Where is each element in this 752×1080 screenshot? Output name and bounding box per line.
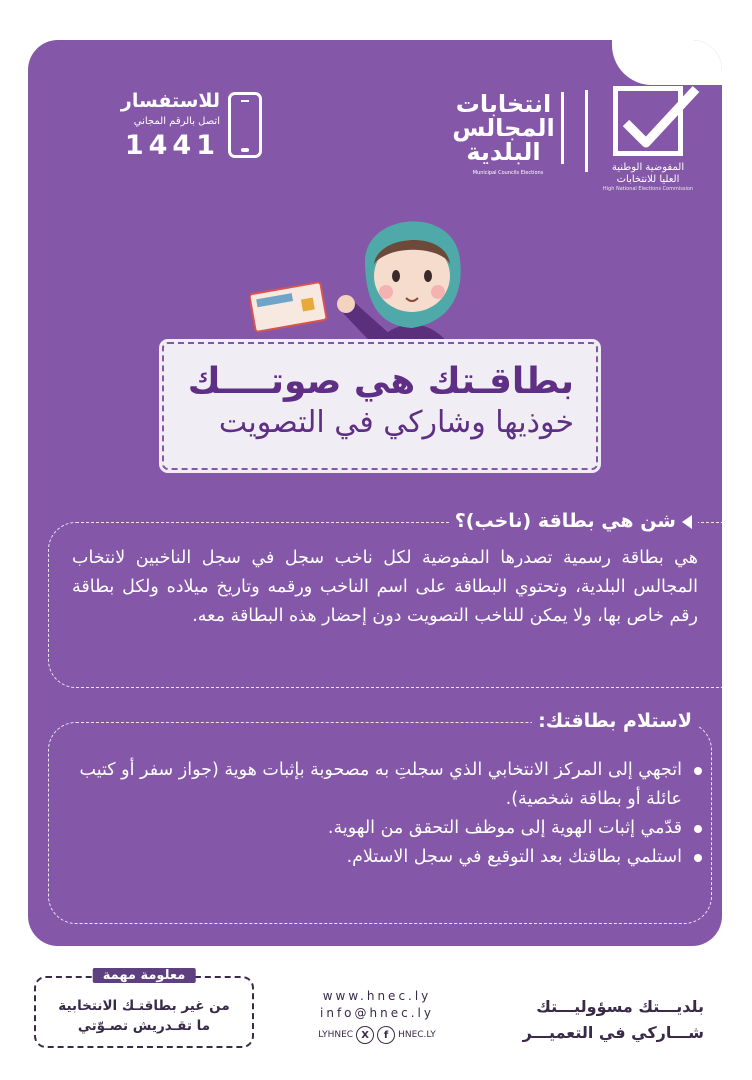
section-body: هي بطاقة رسمية تصدرها المفوضية لكل ناخب سجل في سجل الناخبين لانتخاب المجالس البلدية، وتحتوي البطاقة على اسم الناخب ورقمه وتاريخ ميلاده ولكل بطاقة رقم خاص بها، ولا يمكن للناخب التصويت دون إحضار هذه البطاقة معه. — [72, 548, 698, 626]
social-links — [296, 1026, 458, 1044]
hotline-title: للاستفسار — [120, 90, 220, 112]
phone-icon — [228, 92, 262, 158]
hnec-logo — [600, 86, 696, 193]
section-title: لاستلام بطاقتك: — [532, 710, 698, 732]
mce-logo — [452, 92, 564, 176]
section-what-is-card — [48, 510, 722, 688]
steps-list — [66, 756, 702, 872]
x-icon[interactable]: X — [356, 1026, 374, 1044]
info-tag: معلومة مهمة — [93, 968, 196, 983]
section-title: شن هي بطاقة (ناخب)؟ — [449, 510, 698, 532]
list-item: اتجهي إلى المركز الانتخابي الذي سجلتِ به مصحوبة بإثبات هوية (جواز سفر أو كتيب عائلة أو بطاقة شخصية). — [66, 756, 702, 814]
hnec-name-en: High National Elections Commission — [602, 186, 694, 192]
contact-info — [296, 988, 458, 1044]
hotline — [86, 90, 262, 162]
logo-divider — [585, 90, 588, 172]
checkmark-icon — [613, 86, 683, 156]
headline-main: بطاقـتك هي صوتــــك — [187, 361, 574, 402]
important-info-box — [34, 968, 254, 1048]
list-item: قدّمي إثبات الهوية إلى موظف التحقق من الهوية. — [66, 814, 702, 843]
headline-box — [162, 342, 598, 470]
headline-sub: خوذيها وشاركي في التصويت — [218, 405, 574, 440]
list-item: استلمي بطاقتك بعد التوقيع في سجل الاستلام. — [66, 843, 702, 872]
triangle-icon — [682, 515, 692, 529]
footer-slogan: بلديـــتك مسؤوليـــتك شـــاركي في التعميـــر — [522, 997, 704, 1042]
facebook-icon[interactable]: f — [377, 1026, 395, 1044]
poster-card — [28, 40, 722, 946]
website-link[interactable]: www.hnec.ly — [322, 989, 432, 1003]
social-fb-handle[interactable]: HNEC.LY — [398, 1030, 436, 1040]
hotline-number: 1441 — [124, 130, 220, 161]
mce-subtitle-en: Municipal Councils Elections — [472, 170, 544, 176]
social-x-handle[interactable]: LYHNEC — [318, 1030, 354, 1040]
section-how-to-receive — [48, 710, 722, 924]
info-text: من غير بطاقتـك الانتخابية ما تقـدريش تصـوّتي — [58, 998, 230, 1034]
hnec-name-ar: المفوضية الوطنية العليا للانتخابات — [611, 162, 685, 185]
mce-title: انتخابات المجالس البلدية — [452, 92, 564, 164]
hotline-subtitle: اتصل بالرقم المجاني — [133, 116, 220, 127]
email-link[interactable]: info@hnec.ly — [320, 1006, 434, 1020]
